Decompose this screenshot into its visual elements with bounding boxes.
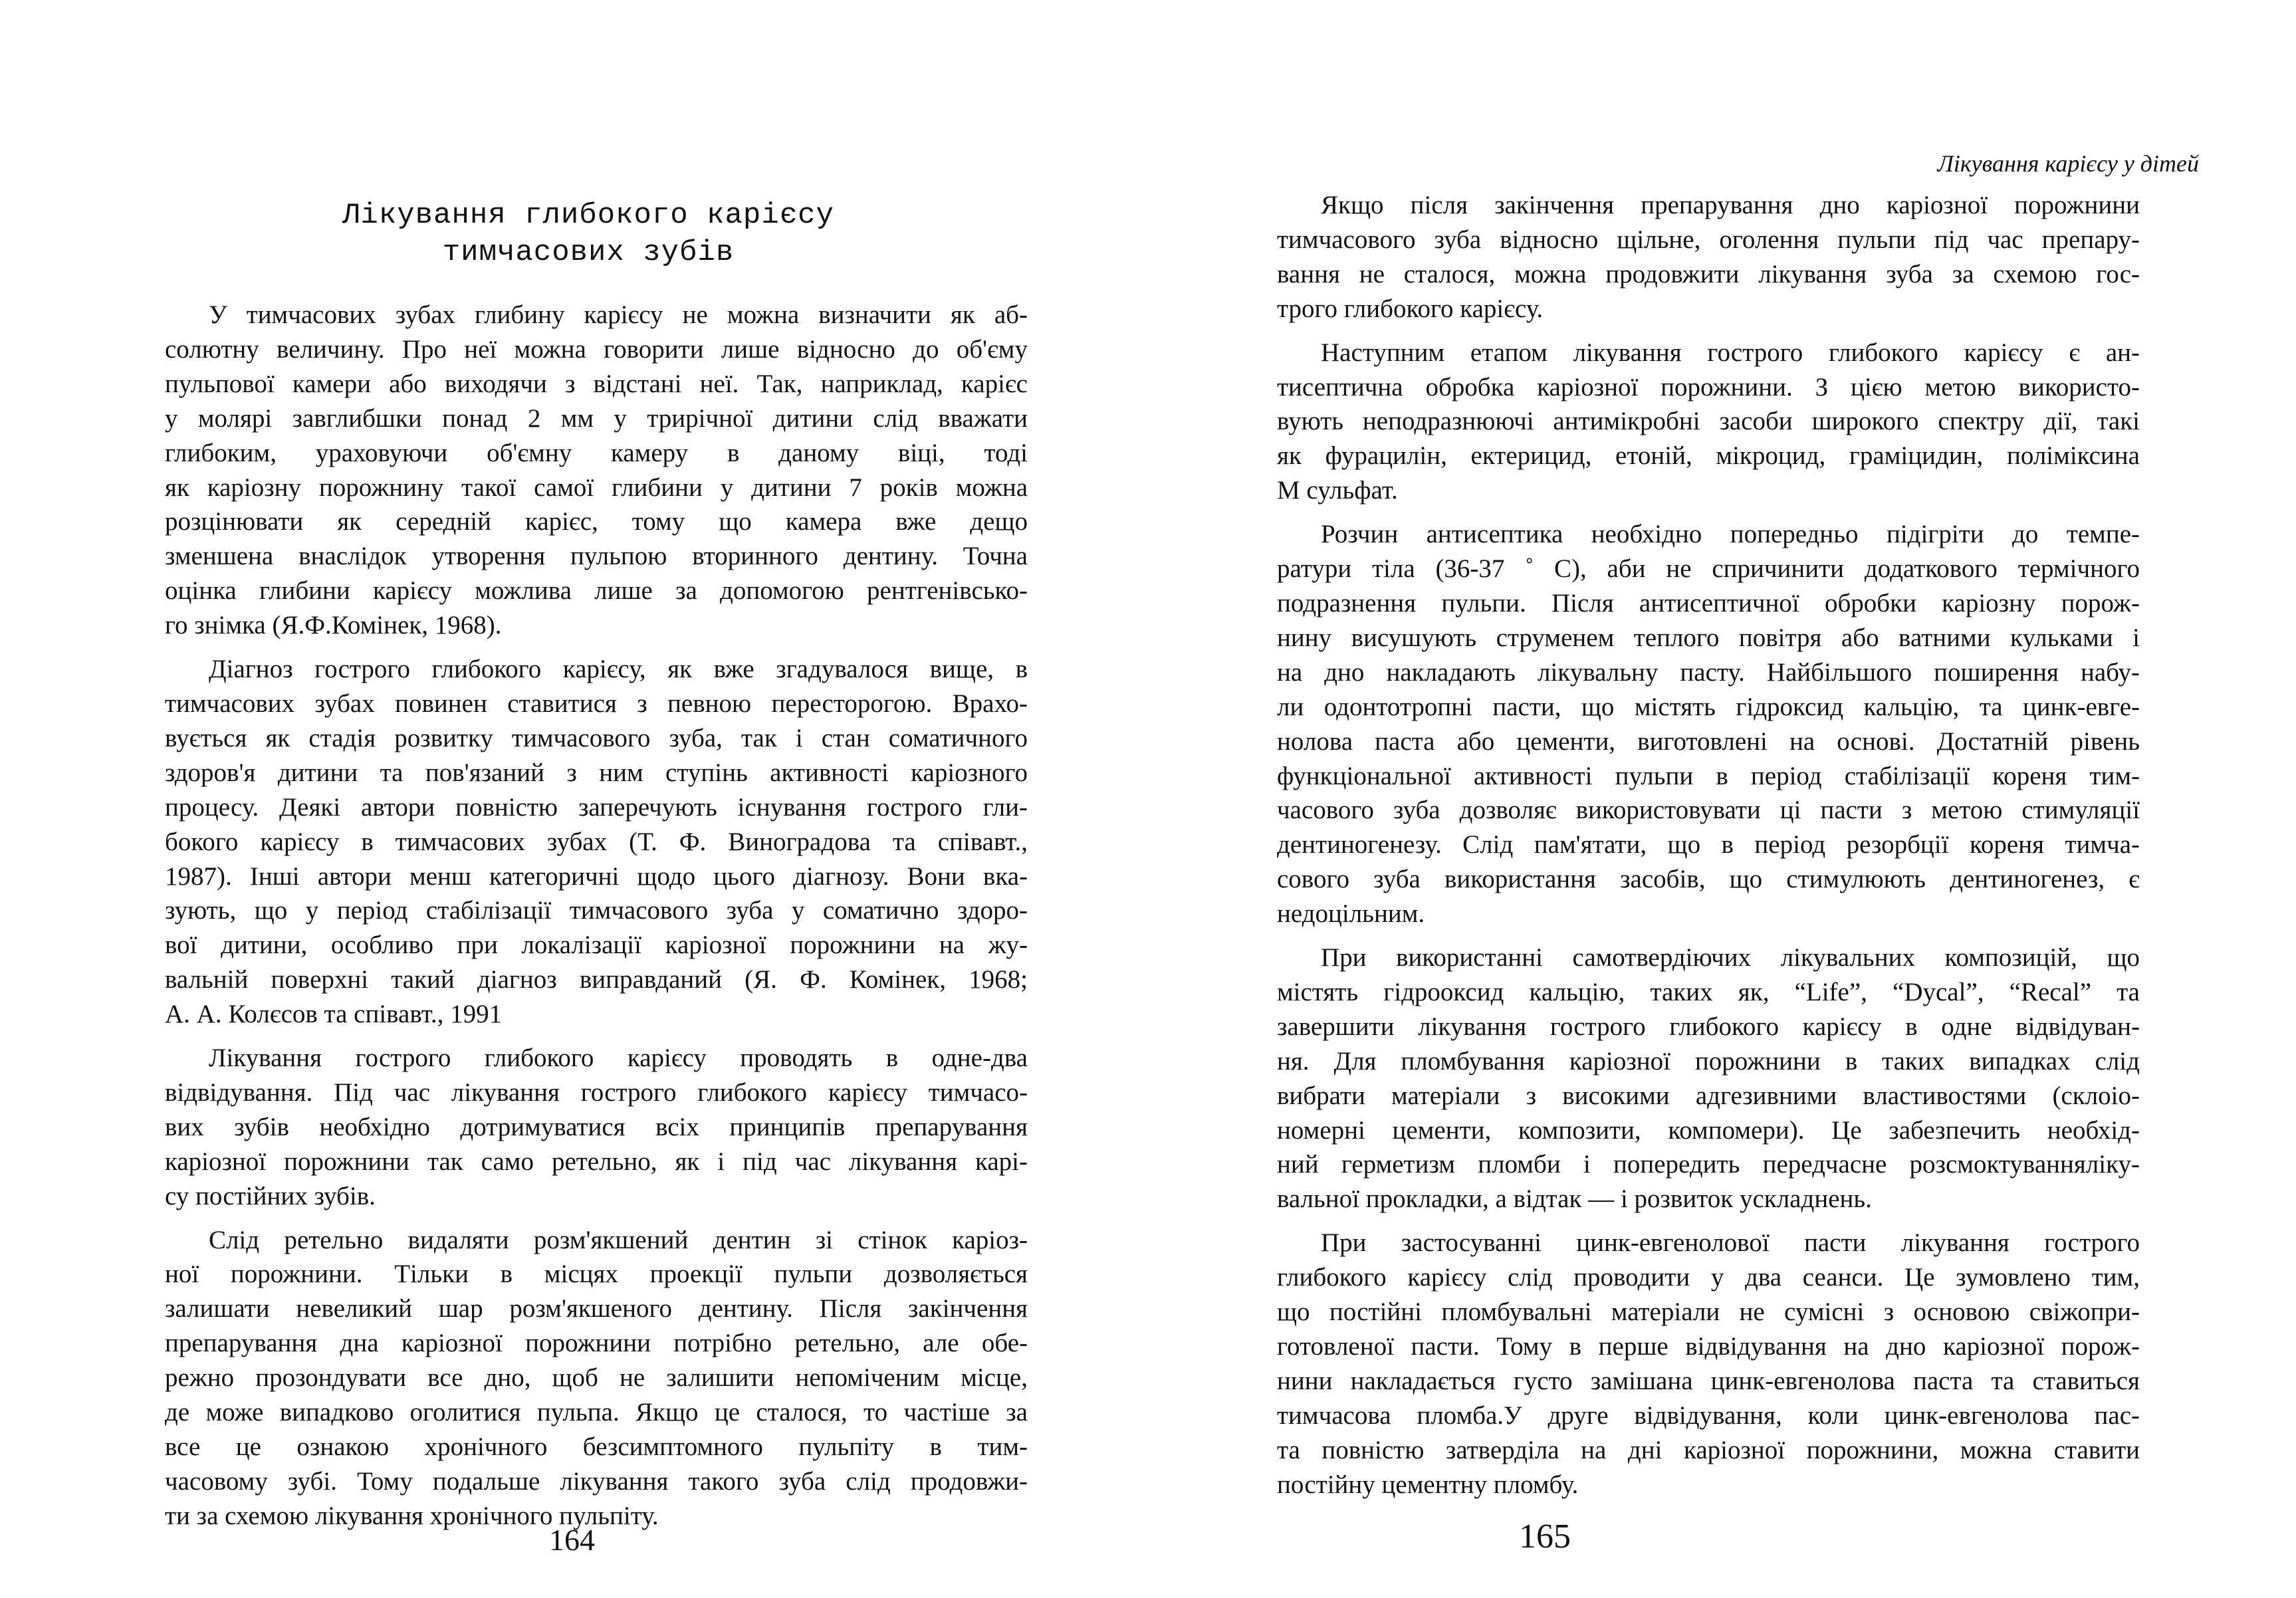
text-line: каріозної порожнини так само ретельно, як і під час лікування карі-	[165, 1147, 1028, 1176]
text-line: та повністю затверділа на дні каріозної порожнини, можна ставити	[1277, 1435, 2140, 1464]
text-line: Діагноз гострого глибокого карієсу, як вже згадувалося вище, в	[209, 655, 1028, 684]
text-line: нолова паста або цементи, виготовлені на основі. Достатній рівень	[1277, 727, 2140, 756]
text-line: А. А. Колєсов та співавт., 1991	[165, 1000, 503, 1029]
text-line: вибрати матеріали з високими адгезивними властивостями (склоіо-	[1277, 1081, 2140, 1110]
text-line: нини накладається густо замішана цинк-евгенолова паста та ставиться	[1277, 1366, 2140, 1395]
text-line: препарування дна каріозної порожнини потрібно ретельно, але обе-	[165, 1329, 1028, 1358]
paragraph	[165, 652, 1028, 1032]
text-line: вальній поверхні такий діагноз виправданий (Я. Ф. Комінек, 1968;	[165, 965, 1028, 994]
text-line: залишати невеликий шар розм'якшеного дентину. Після закінчення	[165, 1294, 1028, 1323]
paragraph	[1277, 188, 2140, 326]
text-line: тимчасового зуба відносно щільне, оголення пульпи під час препару-	[1277, 225, 2140, 254]
right-page-number: 165	[1519, 1518, 1571, 1555]
section-title-line-2: тимчасових зубів	[442, 236, 735, 269]
text-line: нину висушують струменем теплого повітря або ватними кульками і	[1277, 623, 2140, 652]
text-line: зують, що у період стабілізації тимчасового зуба у соматично здоро-	[165, 896, 1028, 925]
text-line: функціональної активності пульпи в період стабілізації кореня тим-	[1277, 761, 2140, 790]
paragraph	[165, 298, 1028, 643]
right-page-body	[1277, 188, 2140, 1502]
paragraph	[1277, 336, 2140, 509]
text-line: ли одонтотропні пасти, що містять гідроксид кальцію, та цинк-евге-	[1277, 692, 2140, 721]
text-line: трого глибокого карієсу.	[1277, 294, 1544, 323]
text-line: 1987). Інші автори менш категоричні щодо цього діагнозу. Вони вка-	[165, 861, 1028, 891]
text-line: Розчин антисептика необхідно попередньо підігріти до темпе-	[1321, 520, 2140, 549]
left-page-number: 164	[549, 1523, 595, 1557]
text-line: вання не сталося, можна продовжити лікування зуба за схемою гос-	[1277, 259, 2140, 288]
text-line: При використанні самотвердіючих лікувальних композицій, що	[1321, 943, 2140, 972]
text-line: тимчасових зубах повинен ставитися з певною пересторогою. Врахо-	[165, 689, 1028, 718]
paragraph	[1277, 1226, 2140, 1502]
text-line: сового зуба використання засобів, що стимулюють дентиногенез, є	[1277, 865, 2140, 894]
right-page	[1148, 0, 2296, 1598]
text-line: часовому зубі. Тому подальше лікування такого зуба слід продовжи-	[165, 1466, 1028, 1496]
text-line: При застосуванні цинк-евгенолової пасти лікування гострого	[1321, 1228, 2140, 1258]
text-line: все це ознакою хронічного безсимптомного пульпіту в тим-	[165, 1432, 1028, 1461]
section-title-line-1: Лікування глибокого карієсу	[342, 199, 834, 232]
text-line: тимчасова пломба.У друге відвідування, коли цинк-евгенолова пас-	[1277, 1401, 2140, 1430]
paragraph	[165, 1041, 1028, 1214]
text-line: го знімка (Я.Ф.Комінек, 1968).	[165, 611, 502, 640]
text-line: зменшена внаслідок утворення пульпою вторинного дентину. Точна	[165, 542, 1028, 571]
text-line: Лікування гострого глибокого карієсу проводять в одне-два	[209, 1044, 1028, 1073]
text-line: М сульфат.	[1277, 476, 1398, 505]
text-line: Слід ретельно видаляти розм'якшений дентин зі стінок каріоз-	[209, 1225, 1028, 1254]
paragraph	[165, 1223, 1028, 1534]
text-line: ня. Для пломбування каріозної порожнини в таких випадках слід	[1277, 1046, 2140, 1076]
text-line: на дно накладають лікувальну пасту. Найбільшого поширення набу-	[1277, 657, 2140, 687]
text-line: готовленої пасти. Тому в перше відвідування на дно каріозної порож-	[1277, 1332, 2140, 1361]
text-line: Якщо після закінчення препарування дно каріозної порожнини	[1321, 191, 2140, 219]
text-line: відвідування. Під час лікування гострого глибокого карієсу тимчасо-	[165, 1078, 1028, 1107]
text-line: глибокого карієсу слід проводити у два сеанси. Це зумовлено тим,	[1277, 1263, 2140, 1292]
text-line: вої дитини, особливо при локалізації каріозної порожнини на жу-	[165, 931, 1028, 960]
text-line: здоров'я дитини та пов'язаний з ним ступінь активності каріозного	[165, 758, 1028, 787]
text-line: вих зубів необхідно дотримуватися всіх принципів препарування	[165, 1112, 1028, 1141]
text-line: глибоким, ураховуючи об'ємну камеру в даному віці, тоді	[165, 438, 1028, 467]
text-line: містять гідрооксид кальцію, таких як, “Life”, “Dycal”, “Recal” та	[1277, 977, 2140, 1006]
paragraph	[1277, 517, 2140, 931]
text-line: пульпової камери або виходячи з відстані неї. Так, наприклад, карієс	[165, 369, 1028, 398]
text-line: номерні цементи, композити, компомери). Це забезпечить необхід-	[1277, 1115, 2140, 1145]
paragraph	[1277, 941, 2140, 1216]
text-line: де може випадково оголитися пульпа. Якщо це сталося, то частіше за	[165, 1398, 1028, 1427]
text-line: постійну цементну пломбу.	[1277, 1470, 1579, 1499]
text-line: процесу. Деякі автори повністю заперечують існування гострого гли-	[165, 792, 1028, 822]
text-line: часового зуба дозволяє використовувати ці пасти з метою стимуляції	[1277, 796, 2140, 825]
text-line: режно прозондувати все дно, щоб не залишити непоміченим місце,	[165, 1363, 1028, 1393]
text-line: тисептична обробка каріозної порожнини. З цією метою використо-	[1277, 372, 2140, 401]
text-line: завершити лікування гострого глибокого карієсу в одне відвідуван-	[1277, 1012, 2140, 1041]
text-line: су постійних зубів.	[165, 1181, 376, 1210]
text-line: ної порожнини. Тільки в місцях проекції пульпи дозволяється	[165, 1260, 1028, 1289]
text-line: ний герметизм пломби і попередить передчасне розсмоктуванняліку-	[1277, 1150, 2140, 1179]
text-line: як каріозну порожнину такої самої глибини у дитини 7 років можна	[165, 473, 1028, 502]
running-head: Лікування карієсу у дітей	[1937, 150, 2199, 177]
text-line: вальної прокладки, а відтак — і розвиток ускладнень.	[1277, 1185, 1872, 1214]
text-line: недоцільним.	[1277, 899, 1425, 929]
text-line: вується як стадія розвитку тимчасового зуба, так і стан соматичного	[165, 723, 1028, 752]
text-line: Наступним етапом лікування гострого глибокого карієсу є ан-	[1321, 338, 2140, 367]
text-line: ти за схемою лікування хронічного пульпіту.	[165, 1501, 659, 1530]
left-page-body	[165, 298, 1028, 1534]
section-title	[150, 197, 1027, 271]
text-line: оцінка глибини карієсу можлива лише за допомогою рентгенівсько-	[165, 576, 1028, 606]
text-line: вують неподразнюючі антимікробні засоби широкого спектру дії, такі	[1277, 407, 2140, 436]
text-line: як фурацилін, ектерицид, етоній, мікроцид, граміцидин, поліміксина	[1277, 441, 2140, 471]
text-line: у молярі завглибшки понад 2 мм у трирічної дитини слід вважати	[165, 403, 1028, 433]
text-line: дентиногенезу. Слід пам'ятати, що в період резорбції кореня тимча-	[1277, 830, 2140, 859]
text-line: У тимчасових зубах глибину карієсу не можна визначити як аб-	[209, 300, 1028, 329]
text-line: бокого карієсу в тимчасових зубах (Т. Ф. Виноградова та співавт.,	[165, 827, 1028, 856]
text-line: що постійні пломбувальні матеріали не сумісні з основою свіжопри-	[1277, 1298, 2140, 1327]
text-line: подразнення пульпи. Після антисептичної обробки каріозну порож-	[1277, 588, 2140, 618]
text-line: розцінювати як середній карієс, тому що камера вже дещо	[165, 507, 1028, 536]
text-line: солютну величину. Про неї можна говорити лише відносно до об'єму	[165, 334, 1028, 364]
text-line: ратури тіла (36-37 ˚ С), аби не спричинити додаткового термічного	[1277, 554, 2140, 584]
